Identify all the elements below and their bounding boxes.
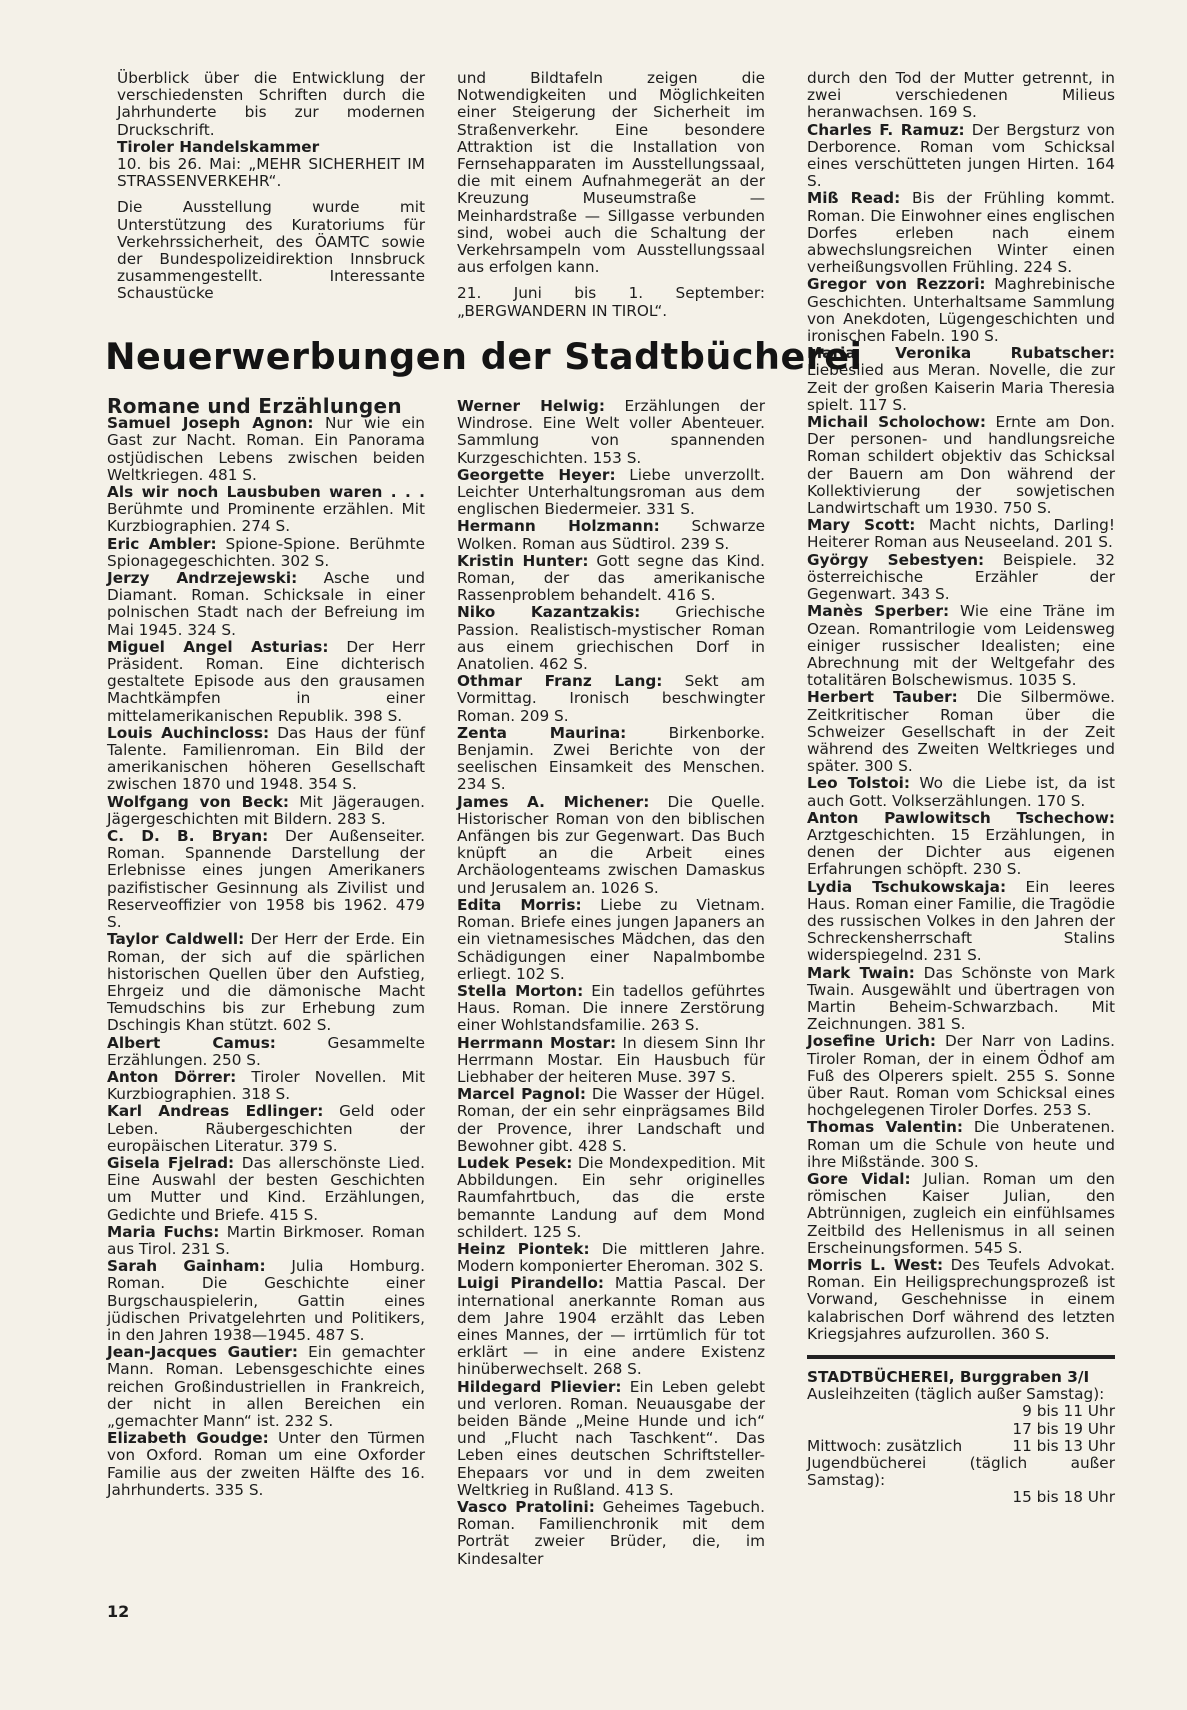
book-description: Liebe unverzollt. Leichter Unterhaltungsroman aus dem englischen Biedermeier. 331 S.	[457, 465, 765, 519]
book-description: Griechische Passion. Realistisch-mystischer Roman aus einem griechischen Dorf in Anatolien. 462 S.	[457, 603, 765, 674]
book-author: Louis Auchincloss:	[107, 723, 270, 742]
exhibition-description-continued: und Bildtafeln zeigen die Notwendigkeiten und Möglichkeiten einer Steigerung der Sicherheit im Straßenverkehr. Eine besondere Attraktion ist die Installation von Fernsehapparaten im Ausstellungssaal, die mit einem Aufnahmegerät an der Kreuzung Museumstraße — Meinhardstraße — Sillgasse verbunden sind, wobei auch die Schaltung der Verkehrsampeln vom Ausstellungssaal aus erfolgen kann.	[457, 69, 765, 277]
book-entry	[107, 639, 425, 725]
book-description: Ein Leben gelebt und verloren. Roman. Neuausgabe der beiden Bände „Meine Hunde und ich“ und „Flucht nach Taschkent“. Das Leben eines deutschen Schriftsteller-Ehepaars vor und in dem zweiten Weltkrieg in Rußland. 413 S.	[457, 1377, 765, 1499]
book-entry	[107, 1155, 425, 1224]
book-author: Anton Dörrer:	[107, 1067, 237, 1086]
book-description: Birkenborke. Benjamin. Zwei Berichte von der seelischen Einsamkeit des Menschen. 234 S.	[457, 723, 766, 794]
book-author: Jean-Jacques Gautier:	[107, 1343, 298, 1362]
book-description: durch den Tod der Mutter getrennt, in zwei verschiedenen Milieus heranwachsen. 169 S.	[807, 69, 1115, 122]
book-author: Taylor Caldwell:	[107, 930, 245, 949]
book-author: Leo Tolstoi:	[807, 774, 910, 793]
book-author: Gregor von Rezzori:	[807, 275, 986, 294]
book-entry	[457, 1499, 765, 1568]
book-author: Luigi Pirandello:	[457, 1274, 605, 1293]
event-date-2: 21. Juni bis 1. September: „BERGWANDERN IN TIROL“.	[457, 284, 765, 320]
book-entry	[107, 794, 425, 828]
book-entry	[807, 965, 1115, 1034]
book-description: Ein leeres Haus. Roman einer Familie, die Tragödie des russischen Volkes in den Jahren der Schreckensherrschaft Stalins widerspiegelnd. 231 S.	[807, 877, 1115, 965]
book-entry	[107, 1103, 425, 1155]
book-entry	[457, 725, 765, 794]
book-description: In diesem Sinn Ihr Herrmann Mostar. Ein Hausbuch für Liebhaber der heiteren Muse. 397 S.	[457, 1033, 766, 1086]
book-entry	[457, 673, 765, 725]
book-author: Charles F. Ramuz:	[807, 120, 965, 139]
book-description: Spione-Spione. Berühmte Spionagegeschichten. 302 S.	[107, 534, 425, 570]
book-description: Geld oder Leben. Räubergeschichten der europäischen Literatur. 379 S.	[107, 1102, 425, 1155]
book-entry	[807, 122, 1115, 191]
book-author: Georgette Heyer:	[457, 465, 616, 484]
page-headline: Neuerwerbungen der Stadtbücherei	[105, 335, 863, 378]
book-author: Miß Read:	[807, 189, 901, 208]
book-entry	[807, 552, 1115, 604]
book-author: Karl Andreas Edlinger:	[107, 1102, 324, 1121]
book-description: Maghrebinische Geschichten. Unterhaltsame Sammlung von Anekdoten, Lügengeschichten und ironischen Fabeln. 190 S.	[807, 275, 1115, 346]
book-author: Zenta Maurina:	[457, 723, 627, 742]
book-description: Tiroler Novellen. Mit Kurzbiographien. 318 S.	[107, 1067, 425, 1104]
book-author: Othmar Franz Lang:	[457, 672, 663, 691]
book-author: Edita Morris:	[457, 895, 582, 914]
lending-label: Ausleihzeiten (täglich außer Samstag):	[807, 1385, 1105, 1404]
book-author: Stella Morton:	[457, 981, 584, 1000]
book-entry	[107, 1069, 425, 1103]
book-entry	[107, 1035, 425, 1069]
book-description: Martin Birkmoser. Roman aus Tirol. 231 S.	[107, 1222, 425, 1258]
book-list-column-2	[457, 398, 765, 1568]
book-author: Sarah Gainham:	[107, 1257, 266, 1276]
book-description: Erzählungen der Windrose. Eine Welt voller Abenteuer. Sammlung von spannenden Kurzgeschichten. 153 S.	[457, 397, 765, 467]
book-description: Das allerschönste Lied. Eine Auswahl der besten Geschichten um Mutter und Kind. Erzählungen, Gedichte und Briefe. 415 S.	[107, 1153, 426, 1224]
book-entry	[457, 518, 765, 552]
book-author: Mark Twain:	[807, 963, 915, 982]
book-list-column-3	[807, 70, 1115, 1343]
book-description: Beispiele. 32 österreichische Erzähler der Gegenwart. 343 S.	[807, 550, 1115, 604]
book-entry	[807, 603, 1115, 689]
book-entry	[807, 689, 1115, 775]
book-author: Manès Sperber:	[807, 602, 950, 621]
book-entry	[107, 931, 425, 1034]
book-author: Maria Veronika Rubatscher:	[807, 344, 1115, 363]
book-description: Nur wie ein Gast zur Nacht. Roman. Ein Panorama ostjüdischen Lebens zwischen beiden Weltkriegen. 481 S.	[107, 414, 426, 484]
book-description: Unter den Türmen von Oxford. Roman um eine Oxforder Familie aus der zweiten Hälfte des 16. Jahrhunderts. 335 S.	[107, 1429, 425, 1499]
intro-column-1	[117, 70, 425, 303]
book-author: Josefine Urich:	[807, 1032, 937, 1051]
book-description: Mit Jägeraugen. Jägergeschichten mit Bildern. 283 S.	[107, 792, 426, 828]
book-description: Mattia Pascal. Der international anerkannte Roman aus dem Jahre 1904 erzählt das Leben eines Mannes, der — irrtümlich für tot erklärt — in eine andere Existenz hinüberwechselt. 268 S.	[457, 1274, 765, 1379]
book-entry	[457, 1241, 765, 1275]
book-author: Gisela Fjelrad:	[107, 1153, 235, 1172]
book-author: Hermann Holzmann:	[457, 517, 660, 536]
book-author: György Sebestyen:	[807, 550, 985, 569]
book-author: Eric Ambler:	[107, 534, 217, 553]
intro-text-start: Überblick über die Entwicklung der verschiedensten Schriften durch die Jahrhunderte bis zur modernen Druckschrift.	[117, 69, 425, 139]
book-author: Thomas Valentin:	[807, 1118, 963, 1137]
book-description: Die Unberatenen. Roman um die Schule von heute und ihre Mißstände. 300 S.	[807, 1118, 1116, 1171]
intro-column-2	[457, 70, 765, 320]
divider-rule	[807, 1355, 1115, 1359]
wednesday-label: Mittwoch: zusätzlich	[807, 1436, 963, 1455]
book-description: Gesammelte Erzählungen. 250 S.	[107, 1033, 425, 1069]
book-description: Julia Homburg. Roman. Die Geschichte einer Burgschauspielerin, Gattin eines jüdischen Privatgelehrten und Politikers, in den Jahren 1938—1945. 487 S.	[107, 1257, 425, 1344]
book-entry	[457, 1086, 765, 1155]
book-entry	[457, 398, 765, 467]
book-description: Ernte am Don. Der personen- und handlungsreiche Roman schildert objektiv das Schicksal der Bauern am Don während der Kollektivierung der sowjetischen Landwirtschaft um 1930. 750 S.	[807, 413, 1115, 518]
book-author: Michail Scholochow:	[807, 413, 987, 432]
column-1	[107, 394, 426, 1499]
book-author: Niko Kazantzakis:	[457, 603, 641, 622]
page-number: 12	[107, 1602, 130, 1621]
book-author: Vasco Pratolini:	[457, 1498, 595, 1516]
book-author: Hildegard Plievier:	[457, 1377, 622, 1396]
book-author: Miguel Angel Asturias:	[107, 637, 329, 656]
book-entry	[457, 553, 765, 605]
book-entry	[807, 879, 1115, 965]
book-entry	[457, 467, 765, 519]
book-description: Der Bergsturz von Derborence. Roman vom Schicksal eines verschütteten jungen Hirten. 164 S.	[807, 120, 1115, 191]
book-entry	[107, 828, 425, 931]
book-description: Die mittleren Jahre. Modern komponierter Eheroman. 302 S.	[457, 1239, 766, 1276]
book-entry	[457, 1379, 765, 1499]
book-entry	[807, 414, 1115, 517]
book-entry	[457, 604, 765, 673]
book-entry	[807, 190, 1115, 276]
book-author: Ludek Pesek:	[457, 1153, 573, 1172]
book-entry	[807, 1257, 1115, 1343]
book-author: Morris L. West:	[807, 1256, 944, 1275]
book-entry	[807, 810, 1115, 879]
book-description: Die Quelle. Historischer Roman von den biblischen Anfängen bis zur Gegenwart. Das Buch knüpft an die Arbeit eines Archäologenteams zwischen Damaskus und Jerusalem an. 1026 S.	[457, 792, 765, 897]
book-author: Elizabeth Goudge:	[107, 1429, 269, 1448]
book-list-column-1	[107, 415, 425, 1499]
book-entry	[107, 570, 425, 639]
book-entry	[457, 1155, 765, 1241]
book-description: Der Außenseiter. Roman. Spannende Darstellung der Erlebnisse eines jungen Amerikaners pazifistischer Gesinnung als Zivilist und Reserveoffizier von 1958 bis 1962. 479 S.	[107, 827, 425, 932]
book-entry	[107, 415, 425, 484]
book-author: Wolfgang von Beck:	[107, 792, 290, 811]
book-entry	[107, 1430, 425, 1499]
book-entry	[807, 775, 1115, 809]
book-description: Das Schönste von Mark Twain. Ausgewählt und übertragen von Martin Beheim-Schwarzbach. Mit Zeichnungen. 381 S.	[807, 963, 1115, 1034]
book-author: Heinz Piontek:	[457, 1239, 590, 1258]
wednesday-hours: 11 bis 13 Uhr	[1012, 1436, 1115, 1455]
book-entry	[457, 897, 765, 983]
book-author: C. D. B. Bryan:	[107, 827, 269, 846]
book-author: James A. Michener:	[457, 792, 650, 811]
lending-hours-evening: 17 bis 19 Uhr	[1012, 1419, 1115, 1438]
book-entry	[107, 484, 425, 536]
book-author: Jerzy Andrzejewski:	[107, 569, 298, 588]
book-description: Ein tadellos geführtes Haus. Roman. Die innere Zerstörung einer Wohlstandsfamilie. 263 S.	[457, 981, 765, 1035]
book-description: Sekt am Vormittag. Ironisch beschwingter Roman. 209 S.	[457, 672, 765, 725]
book-description: Der Herr der Erde. Ein Roman, der sich auf die spärlichen historischen Quellen über den Aufstieg, Ehrgeiz und die dämonische Macht Temudschins bis zur Erhebung zum Dschingis Khan stützt. 602 S.	[107, 930, 425, 1035]
event-date: 10. bis 26. Mai: „MEHR SICHERHEIT IM STRASSENVERKEHR“.	[117, 155, 425, 191]
book-entry	[107, 725, 425, 794]
book-description: Berühmte und Prominente erzählen. Mit Kurzbiographien. 274 S.	[107, 500, 425, 536]
book-description: Bis der Frühling kommt. Roman. Die Einwohner eines englischen Dorfes erleben nach einem abwechslungsreichen Winter einen verheißungsvollen Frühling. 224 S.	[807, 189, 1115, 277]
book-entry	[457, 1275, 765, 1378]
book-entry	[107, 1344, 425, 1430]
book-entry	[107, 1224, 425, 1258]
book-description: Die Mondexpedition. Mit Abbildungen. Ein sehr originelles Raumfahrtbuch, das die erste bemannte Landung auf dem Mond schildert. 125 S.	[457, 1153, 765, 1241]
book-author: Werner Helwig:	[457, 397, 605, 415]
book-description: Geheimes Tagebuch. Roman. Familienchronik mit dem Porträt zweier Brüder, die, im Kindesalter	[457, 1498, 765, 1568]
youth-library-label: Jugendbücherei (täglich außer Samstag):	[807, 1454, 1115, 1490]
book-description: Die Silbermöwe. Zeitkritischer Roman über die Schweizer Gesellschaft in der Zeit während des Zweiten Weltkrieges und später. 300 S.	[807, 688, 1116, 776]
book-description: Julian. Roman um den römischen Kaiser Julian, den Abtrünnigen, zugleich ein einfühlsames Zeitbild des Hellenismus in all seinen Erscheinungsformen. 545 S.	[807, 1170, 1115, 1257]
book-description: Gott segne das Kind. Roman, der das amerikanische Rassenproblem behandelt. 416 S.	[457, 551, 765, 605]
book-entry	[807, 1171, 1115, 1257]
book-author: Kristin Hunter:	[457, 551, 589, 570]
book-author: Herbert Tauber:	[807, 688, 958, 707]
book-author: Herrmann Mostar:	[457, 1033, 617, 1052]
column-2	[457, 398, 765, 1568]
book-description: Liebe zu Vietnam. Roman. Briefe eines jungen Japaners an ein vietnamesisches Mädchen, das den Schädigungen einer Napalmbombe erliegt. 102 S.	[457, 895, 765, 983]
book-entry	[457, 794, 765, 897]
book-description: Der Herr Präsident. Roman. Eine dichterisch gestaltete Episode aus den grausamen Machtkämpfen in einer mittelamerikanischen Republik. 398 S.	[107, 637, 425, 725]
book-entry	[807, 517, 1115, 551]
book-entry	[807, 70, 1115, 122]
book-description: Liebeslied aus Meran. Novelle, die zur Zeit der großen Kaiserin Maria Theresia spielt. 117 S.	[807, 361, 1115, 414]
institution-name: Tiroler Handelskammer	[117, 137, 320, 156]
library-info-box	[807, 1369, 1115, 1507]
book-description: Asche und Diamant. Roman. Schicksale in einer polnischen Stadt nach der Befreiung im Mai 1945. 324 S.	[107, 569, 426, 639]
book-entry	[107, 1258, 425, 1344]
book-author: Gore Vidal:	[807, 1170, 911, 1188]
book-author: Maria Fuchs:	[107, 1222, 220, 1241]
book-description: Des Teufels Advokat. Roman. Ein Heiligsprechungsprozeß ist Vorwand, Geschehnisse in einem kalabrischen Dorf während des letzten Kriegsjahres aufzurollen. 360 S.	[807, 1256, 1115, 1343]
book-entry	[107, 536, 425, 570]
book-description: Das Haus der fünf Talente. Familienroman. Ein Bild der amerikanischen höheren Gesellschaft zwischen 1870 und 1948. 354 S.	[107, 723, 425, 794]
exhibition-description: Die Ausstellung wurde mit Unterstützung des Kuratoriums für Verkehrssicherheit, des ÖAMTC sowie der Bundespolizeidirektion Innsbruck zusammengestellt. Interessante Schaustücke	[117, 198, 425, 303]
book-author: Lydia Tschukowskaja:	[807, 877, 1007, 896]
book-author: Mary Scott:	[807, 516, 916, 535]
book-description: Ein gemachter Mann. Roman. Lebensgeschichte eines reichen Großindustriellen in Frankreich, der nicht in allen Bereichen ein „gemachter Mann“ ist. 232 S.	[107, 1343, 425, 1430]
lending-hours-morning: 9 bis 11 Uhr	[1022, 1402, 1115, 1421]
section-title: Romane und Erzählungen	[107, 394, 402, 418]
book-author: Marcel Pagnol:	[457, 1085, 586, 1104]
book-author: Samuel Joseph Agnon:	[107, 414, 314, 433]
book-entry	[807, 1033, 1115, 1119]
book-description: Schwarze Wolken. Roman aus Südtirol. 239 S.	[457, 517, 765, 553]
book-entry	[457, 1035, 765, 1087]
youth-library-hours: 15 bis 18 Uhr	[1012, 1488, 1115, 1507]
book-author: Anton Pawlowitsch Tschechow:	[807, 808, 1115, 827]
book-entry	[807, 1119, 1115, 1171]
book-description: Macht nichts, Darling! Heiterer Roman aus Neuseeland. 201 S.	[807, 516, 1115, 552]
book-description: Der Narr von Ladins. Tiroler Roman, der in einem Ödhof am Fuß des Olperers spielt. 255 S. Sonne über Raut. Roman vom Schicksal eines hochgelegenen Tiroler Dorfes. 253 S.	[807, 1032, 1115, 1120]
book-description: Wie eine Träne im Ozean. Romantrilogie vom Leidensweg einiger russischer Idealisten; eine Abrechnung mit der Weltgefahr des totalitären Bolschewismus. 1035 S.	[807, 602, 1115, 690]
column-3	[807, 70, 1115, 1507]
book-description: Wo die Liebe ist, da ist auch Gott. Volkserzählungen. 170 S.	[807, 774, 1115, 810]
library-title: STADTBÜCHEREI, Burggraben 3/I	[807, 1368, 1090, 1387]
book-description: Arztgeschichten. 15 Erzählungen, in denen der Dichter aus eigenen Erfahrungen schöpft. 230 S.	[807, 825, 1115, 879]
book-author: Albert Camus:	[107, 1033, 276, 1052]
book-author: Als wir noch Lausbuben waren . . .	[107, 483, 425, 502]
book-entry	[457, 983, 765, 1035]
book-description: Die Wasser der Hügel. Roman, der ein sehr einprägsames Bild der Provence, ihrer Landschaft und Bewohner gibt. 428 S.	[457, 1085, 765, 1155]
